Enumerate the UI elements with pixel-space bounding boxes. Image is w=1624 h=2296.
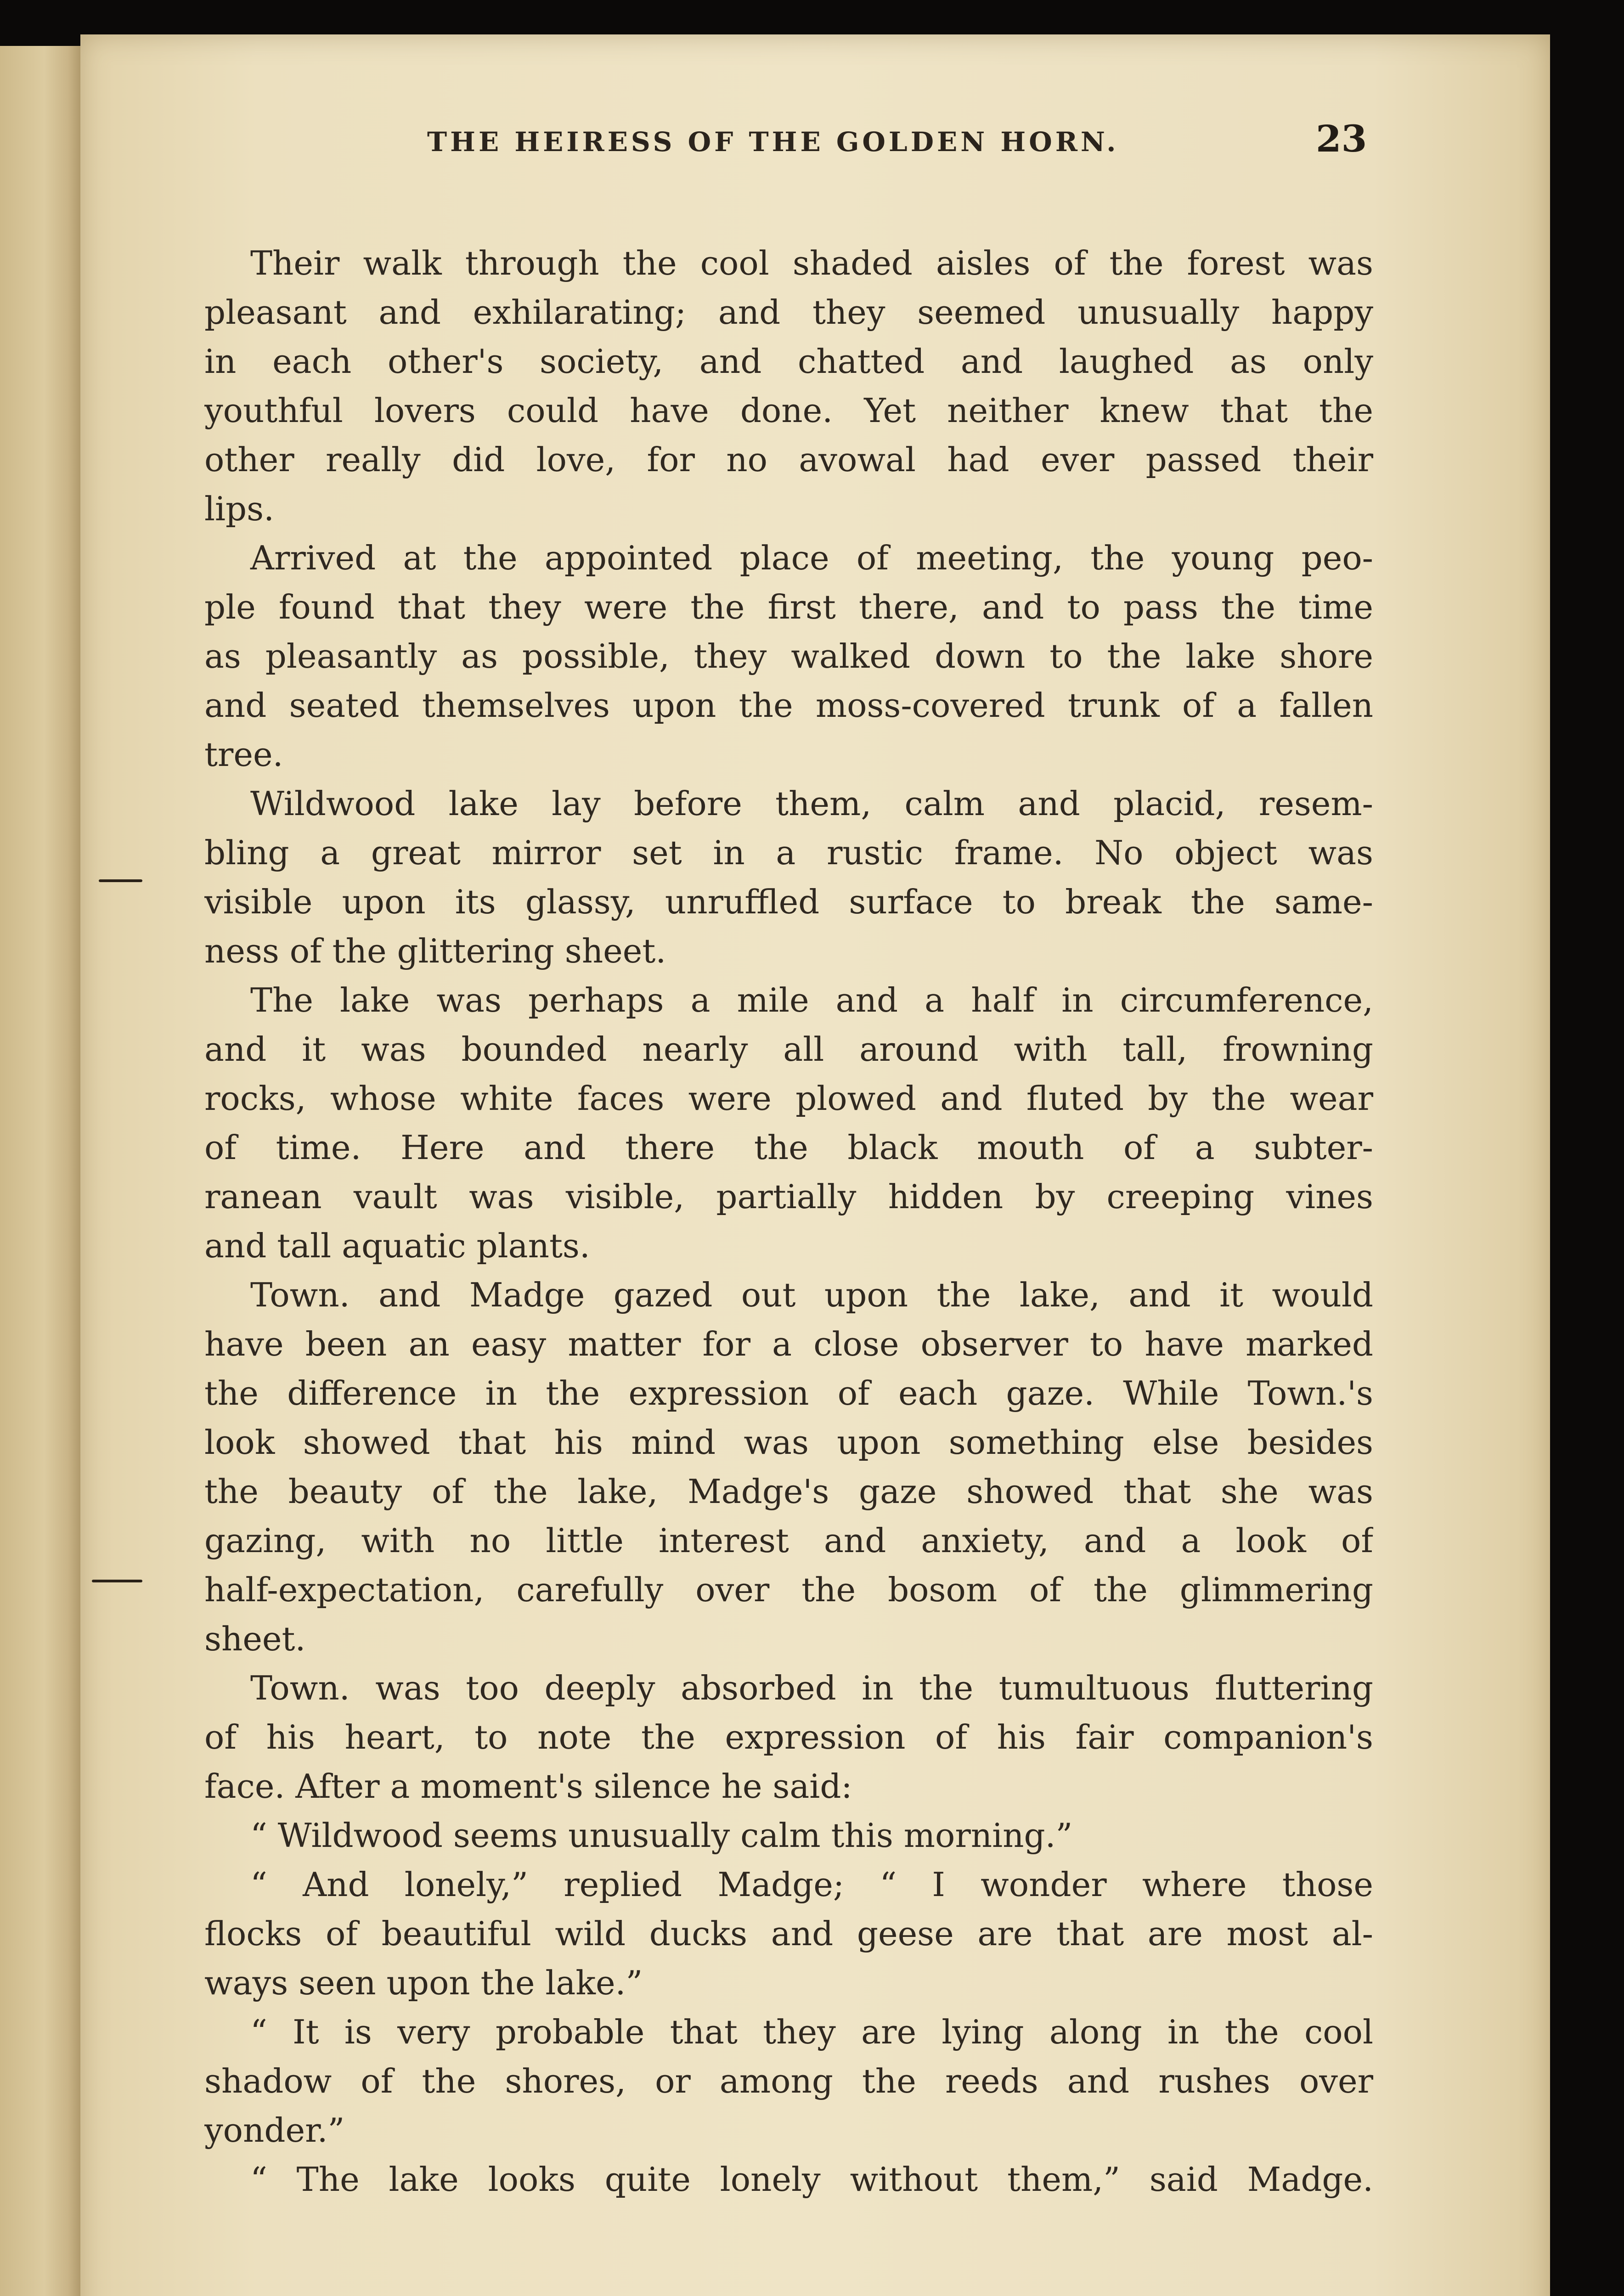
text-line: of his heart, to note the expression of his fair companion's [204, 1718, 1373, 1756]
text-line: pleasant and exhilarating; and they seemed unusually happy [204, 293, 1373, 332]
text-line: youthful lovers could have done. Yet neither knew that the [204, 391, 1373, 430]
text-line: half-expectation, carefully over the bosom of the glimmering [204, 1570, 1373, 1609]
text-line: Town. was too deeply absorbed in the tumultuous fluttering [250, 1669, 1373, 1707]
margin-mark [92, 1580, 142, 1582]
text-line: have been an easy matter for a close observer to have marked [204, 1325, 1373, 1363]
text-line: visible upon its glassy, unruffled surface to break the same- [204, 883, 1373, 921]
book-spine [0, 46, 82, 2296]
text-line: The lake was perhaps a mile and a half in circumference, [250, 981, 1373, 1019]
text-line: the difference in the expression of each gaze. While Town.'s [204, 1374, 1373, 1412]
text-line: “ It is very probable that they are lying along in the cool [250, 2013, 1373, 2051]
text-line: lips. [204, 490, 274, 528]
text-line: Arrived at the appointed place of meeting, the young peo- [250, 539, 1373, 577]
text-line: ple found that they were the first there, and to pass the time [204, 588, 1373, 626]
running-title: THE HEIRESS OF THE GOLDEN HORN. [427, 126, 1119, 158]
page-number: 23 [1316, 117, 1367, 160]
text-line: bling a great mirror set in a rustic frame. No object was [204, 833, 1373, 872]
text-line: Town. and Madge gazed out upon the lake, and it would [250, 1276, 1373, 1314]
text-line: yonder.” [204, 2111, 345, 2150]
text-line: sheet. [204, 1620, 306, 1658]
text-line: and seated themselves upon the moss-covered trunk of a fallen [204, 686, 1373, 725]
text-line: look showed that his mind was upon something else besides [204, 1423, 1373, 1462]
text-line: the beauty of the lake, Madge's gaze showed that she was [204, 1472, 1373, 1511]
margin-mark [99, 879, 142, 882]
body-text [204, 239, 1373, 2278]
text-line: ranean vault was visible, partially hidden by creeping vines [204, 1177, 1373, 1216]
text-line: of time. Here and there the black mouth of a subter- [204, 1128, 1373, 1167]
text-line: “ Wildwood seems unusually calm this morning.” [250, 1816, 1073, 1855]
text-line: flocks of beautiful wild ducks and geese are that are most al- [204, 1914, 1373, 1953]
text-line: rocks, whose white faces were plowed and fluted by the wear [204, 1079, 1373, 1118]
text-line: other really did love, for no avowal had ever passed their [204, 440, 1373, 479]
text-line: ness of the glittering sheet. [204, 932, 666, 970]
text-line: as pleasantly as possible, they walked down to the lake shore [204, 637, 1373, 675]
book-page [80, 34, 1550, 2296]
text-line: and tall aquatic plants. [204, 1227, 590, 1265]
text-line: ways seen upon the lake.” [204, 1964, 643, 2002]
text-line: shadow of the shores, or among the reeds and rushes over [204, 2062, 1373, 2100]
text-line: tree. [204, 735, 283, 774]
text-line: Wildwood lake lay before them, calm and placid, resem- [250, 784, 1373, 823]
text-line: and it was bounded nearly all around with tall, frowning [204, 1030, 1373, 1069]
text-line: gazing, with no little interest and anxiety, and a look of [204, 1521, 1373, 1560]
text-line: Their walk through the cool shaded aisles of the forest was [250, 244, 1373, 282]
text-line: face. After a moment's silence he said: [204, 1767, 852, 1806]
page-header [80, 117, 1550, 172]
text-line: “ And lonely,” replied Madge; “ I wonder where those [250, 1865, 1373, 1904]
text-line: in each other's society, and chatted and laughed as only [204, 342, 1373, 381]
text-line: “ The lake looks quite lonely without them,” said Madge. [250, 2160, 1373, 2199]
